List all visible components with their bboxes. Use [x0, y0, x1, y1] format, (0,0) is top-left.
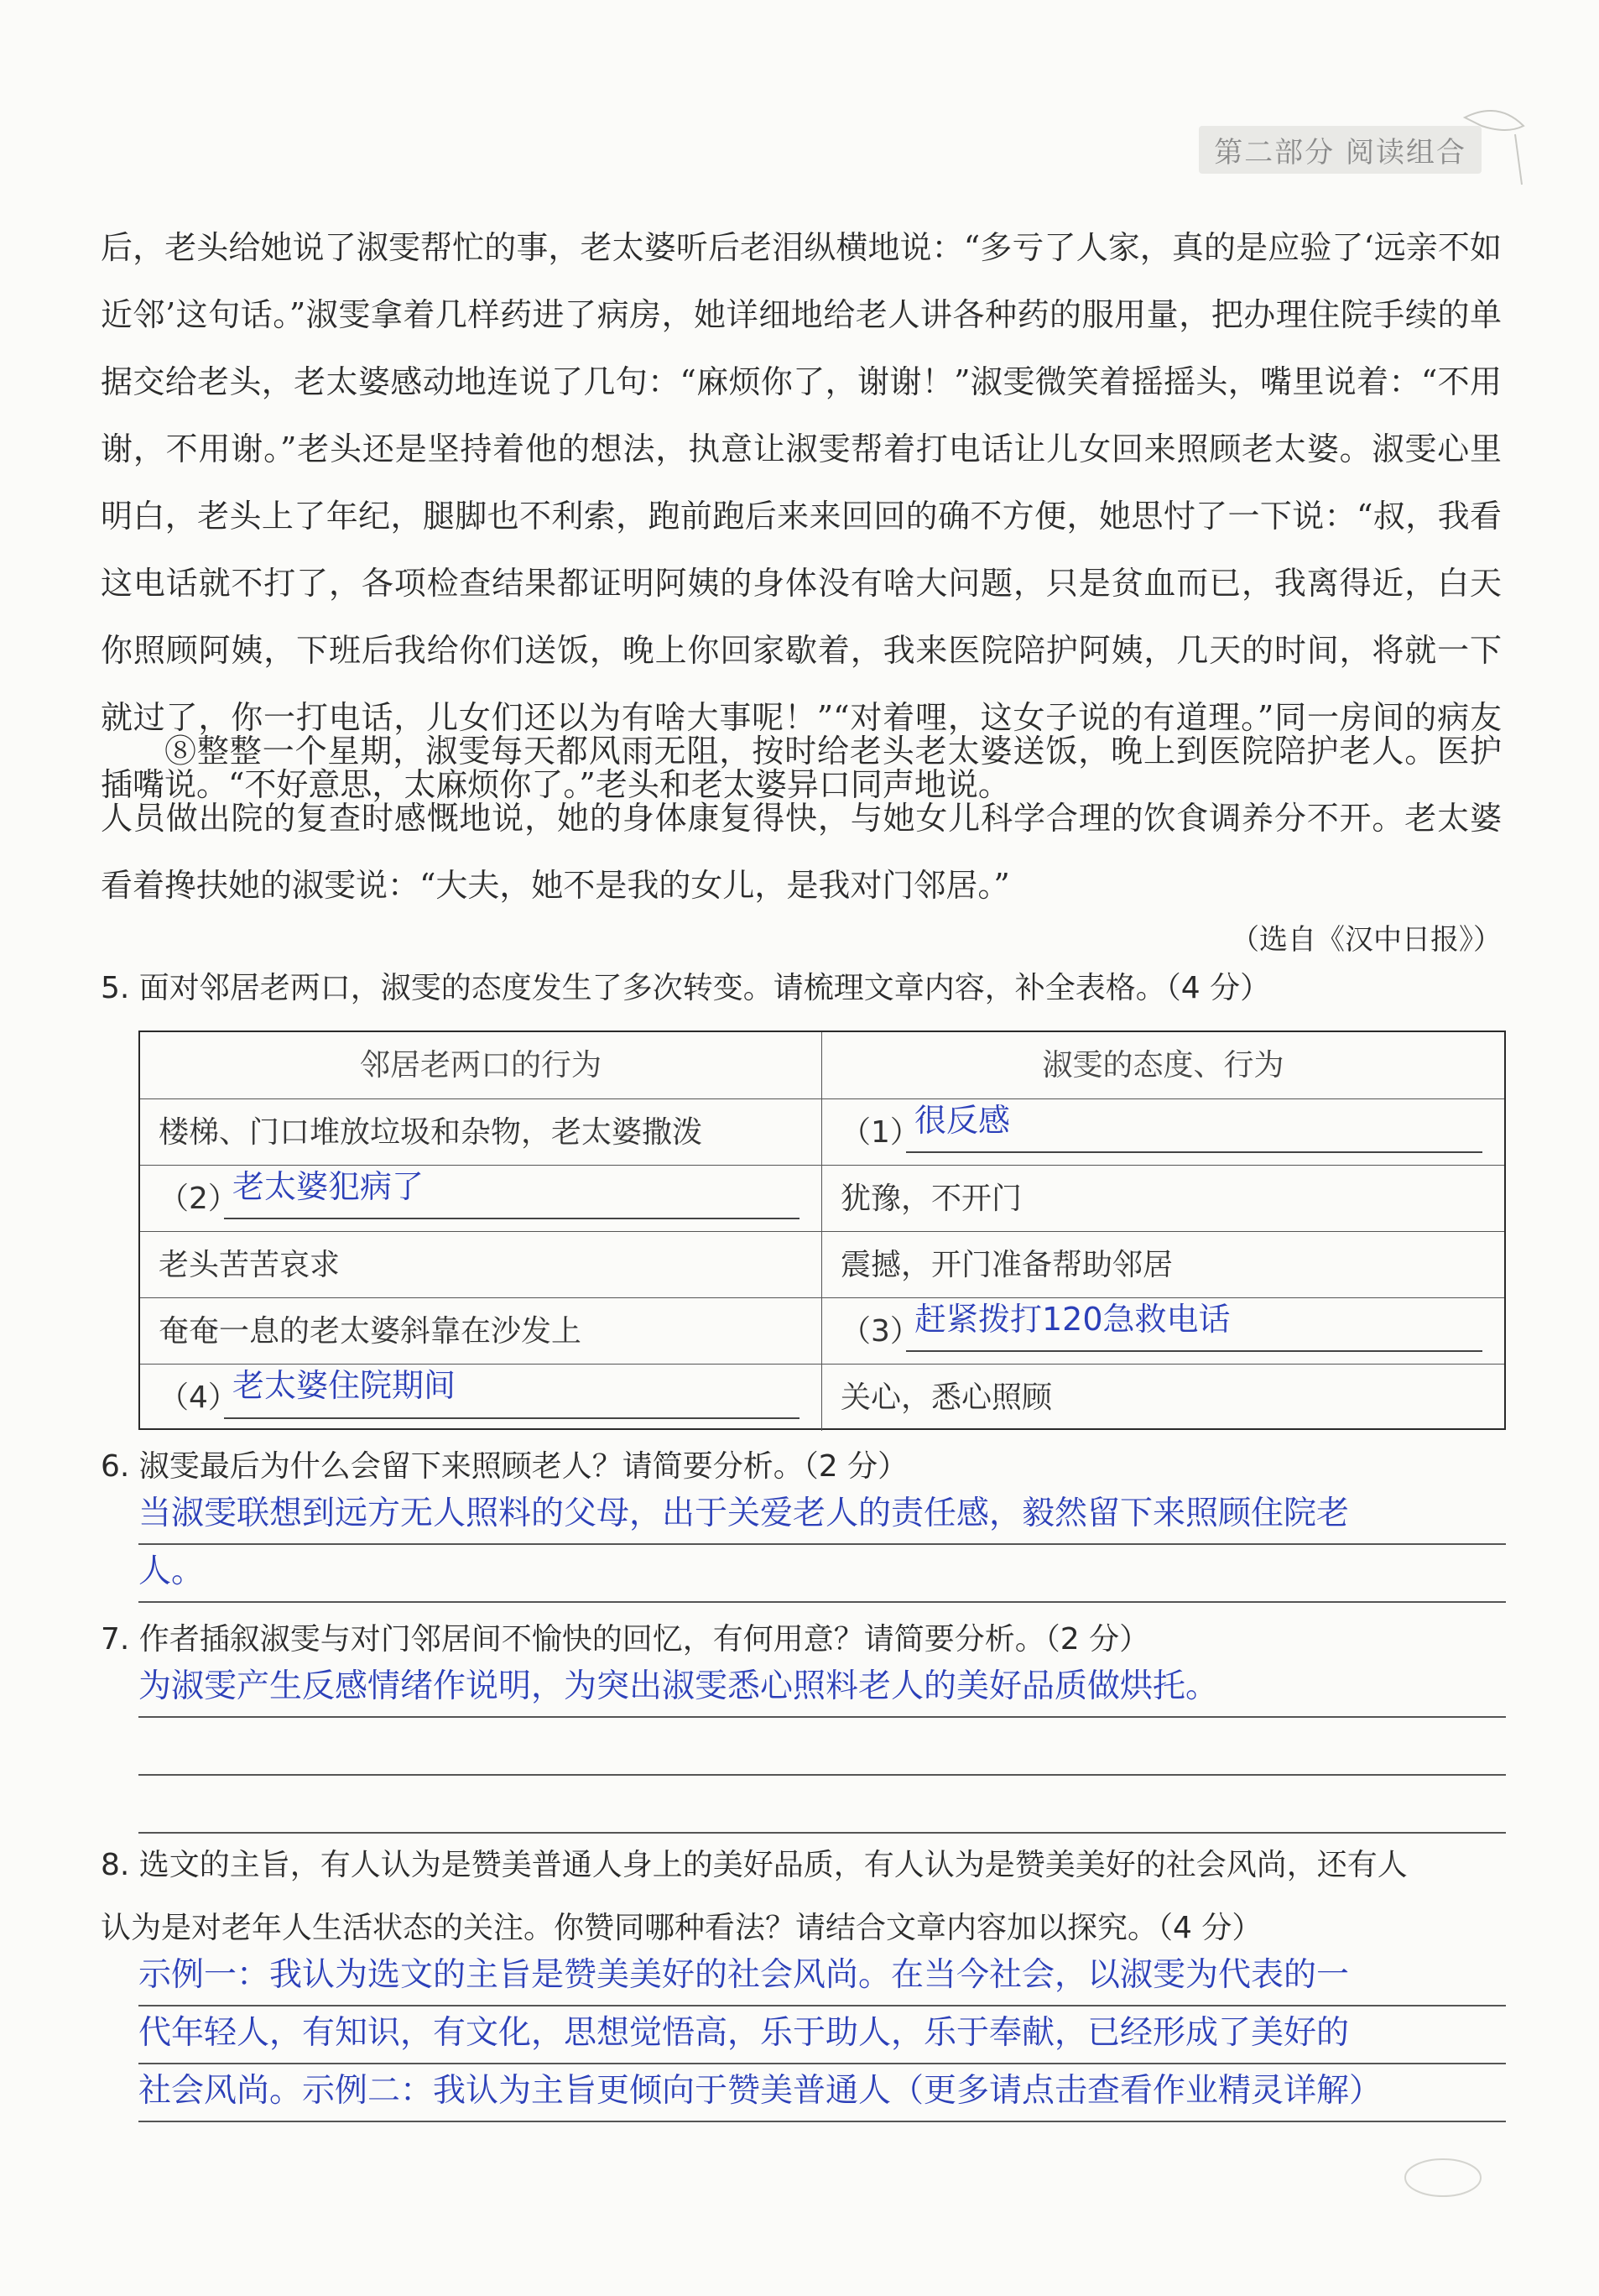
- page-number-decoration-icon: [1397, 2148, 1489, 2207]
- question-8-line-2: 认为是对老年人生活状态的关注。你赞同哪种看法？请结合文章内容加以探究。（4 分）: [101, 1911, 1263, 1945]
- table-header-row: [140, 1032, 1504, 1099]
- handwritten-answer: 老太婆住院期间: [232, 1367, 456, 1404]
- answer-line: 人。: [138, 1545, 1506, 1603]
- passage-paragraph-8: ⑧整整一个星期，淑雯每天都风雨无阻，按时给老头老太婆送饭，晚上到医院陪护老人。医护人员做出院的复查时感慨地说，她的身体康复得快，与她女儿科学合理的饮食调养分不开。老太婆看着搀扶她的淑雯说：“大夫，她不是我的女儿，是我对门邻居。”: [101, 733, 1502, 904]
- question-5: 5. 面对邻居老两口，淑雯的态度发生了多次转变。请梳理文章内容，补全表格。（4 分）: [101, 971, 1271, 1005]
- passage-paragraph: 后，老头给她说了淑雯帮忙的事，老太婆听后老泪纵横地说：“多亏了人家，真的是应验了‘远亲不如近邻’这句话。”淑雯拿着几样药进了病房，她详细地给老人讲各种药的服用量，把办理住院手续的单据交给老头，老太婆感动地连说了几句：“麻烦你了，谢谢！”淑雯微笑着摇摇头，嘴里说着：“不用谢，不用谢。”老头还是坚持着他的想法，执意让淑雯帮着打电话让儿女回来照顾老太婆。淑雯心里明白，老头上了年纪，腿脚也不利索，跑前跑后来来回回的确不方便，她思忖了一下说：“叔，我看这电话就不打了，各项检查结果都证明阿姨的身体没有啥大问题，只是贫血而已，我离得近，白天你照顾阿姨，下班后我给你们送饭，晚上你回家歇着，我来医院陪护阿姨，几天的时间，将就一下就过了，你一打电话，儿女们还以为有啥大事呢！”“对着哩，这女子说的有道理。”同一房间的病友插嘴说。“不好意思，太麻烦你了。”老头和老太婆异口同声地说。: [101, 229, 1502, 803]
- answer-line: 当淑雯联想到远方无人照料的父母，出于关爱老人的责任感，毅然留下来照顾住院老: [138, 1487, 1506, 1545]
- answer-line: [138, 1776, 1506, 1834]
- table-cell: 关心，悉心照顾: [841, 1380, 1053, 1415]
- table-row: [140, 1298, 1504, 1365]
- answer-line: 为淑雯产生反感情绪作说明，为突出淑雯悉心照料老人的美好品质做烘托。: [138, 1660, 1506, 1718]
- table-header-cell: 淑雯的态度、行为: [1042, 1048, 1284, 1083]
- passage-source: （选自《汉中日报》）: [1231, 923, 1502, 957]
- answer-blank-line: [224, 1218, 800, 1219]
- handwritten-answer: 老太婆犯病了: [232, 1168, 424, 1205]
- table-header-cell: 邻居老两口的行为: [140, 1032, 822, 1098]
- handwritten-answer: 赶紧拨打120急救电话: [914, 1301, 1231, 1338]
- table-row: [140, 1099, 1504, 1166]
- blank-number: （2）: [159, 1182, 238, 1216]
- blank-number: （1）: [841, 1115, 920, 1150]
- blank-number: （4）: [159, 1380, 238, 1415]
- table-row: [140, 1365, 1504, 1431]
- table-row: [140, 1166, 1504, 1232]
- answer-area-8[interactable]: [138, 1949, 1506, 2122]
- answer-line: 社会风尚。示例二：我认为主旨更倾向于赞美普通人（更多请点击查看作业精灵详解）: [138, 2064, 1506, 2122]
- question-6: 6. 淑雯最后为什么会留下来照顾老人？请简要分析。（2 分）: [101, 1449, 909, 1484]
- blank-number: （3）: [841, 1314, 920, 1349]
- answer-blank-line: [224, 1417, 800, 1419]
- answer-blank-line: [906, 1151, 1482, 1153]
- table-row: [140, 1232, 1504, 1298]
- table-cell: 奄奄一息的老太婆斜靠在沙发上: [140, 1298, 822, 1364]
- table-cell: 犹豫，不开门: [841, 1182, 1023, 1216]
- answer-cell[interactable]: [822, 1298, 1504, 1364]
- section-header: 第二部分 阅读组合: [1199, 126, 1482, 174]
- table-cell: 老头苦苦哀求: [140, 1232, 822, 1297]
- answer-line: [138, 1718, 1506, 1776]
- question-7: 7. 作者插叙淑雯与对门邻居间不愉快的回忆，有何用意？请简要分析。（2 分）: [101, 1622, 1150, 1657]
- question-8-line-1: 8. 选文的主旨，有人认为是赞美普通人身上的美好品质，有人认为是赞美美好的社会风尚，还有人: [101, 1848, 1408, 1882]
- answer-line: 示例一：我认为选文的主旨是赞美美好的社会风尚。在当今社会，以淑雯为代表的一: [138, 1949, 1506, 2006]
- answer-line: 代年轻人，有知识，有文化，思想觉悟高，乐于助人，乐于奉献，已经形成了美好的: [138, 2006, 1506, 2064]
- behavior-table: [138, 1031, 1506, 1430]
- answer-area-7[interactable]: [138, 1660, 1506, 1834]
- answer-cell[interactable]: [140, 1166, 822, 1231]
- answer-area-6[interactable]: [138, 1487, 1506, 1603]
- table-cell: 楼梯、门口堆放垃圾和杂物，老太婆撒泼: [140, 1099, 822, 1165]
- answer-blank-line: [906, 1350, 1482, 1352]
- answer-cell[interactable]: [822, 1099, 1504, 1165]
- table-cell: 震撼，开门准备帮助邻居: [841, 1248, 1174, 1282]
- answer-cell[interactable]: [140, 1365, 822, 1431]
- handwritten-answer: 很反感: [914, 1102, 1011, 1139]
